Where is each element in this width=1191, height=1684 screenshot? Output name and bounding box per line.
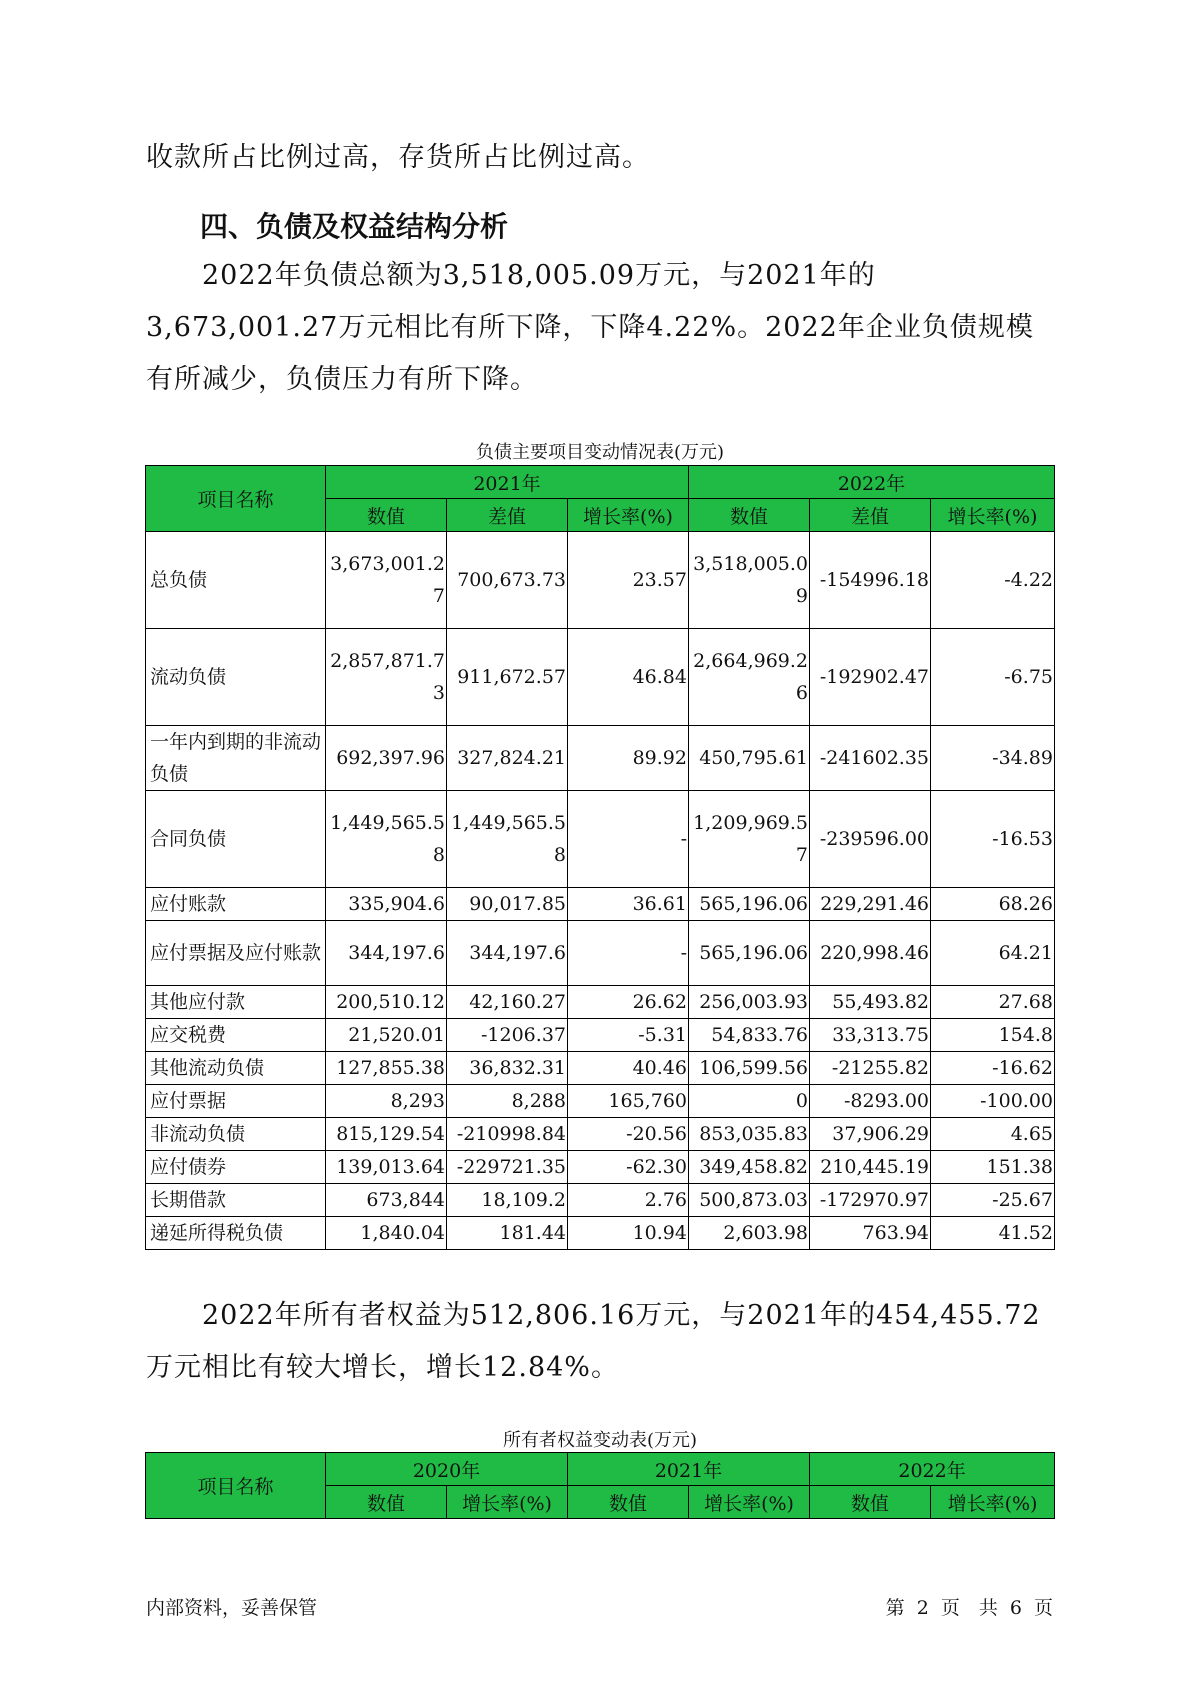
cell-diff-2021: -210998.84 [447,1118,568,1151]
table-row [146,629,1055,726]
rate-header: 增长率(%) [931,499,1055,532]
cell-diff-2021: -229721.35 [447,1151,568,1184]
equity-table-caption: 所有者权益变动表(万元) [502,1430,698,1451]
cell-rate-2022: -16.53 [931,791,1055,888]
cell-diff-2022: 210,445.19 [810,1151,931,1184]
cell-value-2021: 692,397.96 [326,726,447,791]
cell-value-2021: 8,293 [326,1085,447,1118]
cell-value-2022: 0 [689,1085,810,1118]
table-row [146,1052,1055,1085]
cell-diff-2022: -239596.00 [810,791,931,888]
table-row [146,1217,1055,1250]
diff-header: 差值 [810,499,931,532]
row-label: 流动负债 [146,629,326,726]
cell-diff-2021: 911,672.57 [447,629,568,726]
cell-rate-2021: 40.46 [568,1052,689,1085]
footer-confidential: 内部资料，妥善保管 [146,1597,318,1619]
cell-rate-2022: -25.67 [931,1184,1055,1217]
cell-value-2021: 200,510.12 [326,986,447,1019]
cell-diff-2022: 37,906.29 [810,1118,931,1151]
value-header: 数值 [326,1486,447,1519]
col-item-header: 项目名称 [146,466,326,532]
cell-diff-2022: 33,313.75 [810,1019,931,1052]
cell-rate-2022: -4.22 [931,532,1055,629]
cell-rate-2022: 151.38 [931,1151,1055,1184]
footer-page-number: 第 2 页 共 6 页 [885,1597,1053,1619]
paragraph-top: 收款所占比例过高，存货所占比例过高。 [146,142,650,173]
cell-value-2022: 500,873.03 [689,1184,810,1217]
cell-diff-2022: 763.94 [810,1217,931,1250]
row-label: 非流动负债 [146,1118,326,1151]
cell-diff-2022: -192902.47 [810,629,931,726]
cell-rate-2021: 26.62 [568,986,689,1019]
cell-rate-2021: 46.84 [568,629,689,726]
cell-value-2022: 256,003.93 [689,986,810,1019]
cell-diff-2021: 344,197.6 [447,921,568,986]
cell-rate-2022: 154.8 [931,1019,1055,1052]
cell-value-2021: 673,844 [326,1184,447,1217]
table-row [146,1085,1055,1118]
cell-rate-2022: -34.89 [931,726,1055,791]
year-2022-header: 2022年 [689,466,1055,499]
paragraph-liabilities: 2022年负债总额为3,518,005.09万元，与2021年的3,673,001.27万元相比有所下降，下降4.22%。2022年企业负债规模有所减少，负债压力有所下降。 [146,260,1034,395]
cell-value-2022: 2,603.98 [689,1217,810,1250]
cell-diff-2022: -172970.97 [810,1184,931,1217]
cell-diff-2022: 55,493.82 [810,986,931,1019]
year-2021-header: 2021年 [568,1453,810,1486]
cell-rate-2022: 41.52 [931,1217,1055,1250]
cell-value-2021: 2,857,871.73 [326,629,447,726]
row-label: 应付账款 [146,888,326,921]
rate-header: 增长率(%) [568,499,689,532]
cell-value-2022: 2,664,969.26 [689,629,810,726]
row-label: 一年内到期的非流动负债 [146,726,326,791]
cell-diff-2021: 700,673.73 [447,532,568,629]
cell-value-2022: 450,795.61 [689,726,810,791]
cell-diff-2022: -241602.35 [810,726,931,791]
value-header: 数值 [689,499,810,532]
table-row [146,1019,1055,1052]
diff-header: 差值 [447,499,568,532]
cell-rate-2021: 89.92 [568,726,689,791]
cell-rate-2021: -62.30 [568,1151,689,1184]
cell-rate-2022: 64.21 [931,921,1055,986]
row-label: 应付票据及应付账款 [146,921,326,986]
row-label: 其他流动负债 [146,1052,326,1085]
equity-table [145,1452,1055,1519]
cell-value-2021: 21,520.01 [326,1019,447,1052]
row-label: 应付债券 [146,1151,326,1184]
cell-value-2021: 127,855.38 [326,1052,447,1085]
cell-value-2022: 565,196.06 [689,921,810,986]
cell-diff-2021: 181.44 [447,1217,568,1250]
cell-diff-2021: 1,449,565.58 [447,791,568,888]
cell-diff-2022: -154996.18 [810,532,931,629]
table-row [146,1151,1055,1184]
cell-value-2021: 335,904.6 [326,888,447,921]
table-row [146,1118,1055,1151]
liability-table-caption: 负债主要项目变动情况表(万元) [475,442,725,463]
cell-rate-2021: 36.61 [568,888,689,921]
value-header: 数值 [326,499,447,532]
cell-value-2021: 3,673,001.27 [326,532,447,629]
table-row [146,888,1055,921]
cell-rate-2022: 4.65 [931,1118,1055,1151]
cell-diff-2022: 220,998.46 [810,921,931,986]
cell-value-2022: 54,833.76 [689,1019,810,1052]
paragraph-equity: 2022年所有者权益为512,806.16万元，与2021年的454,455.72万元相比有较大增长，增长12.84%。 [146,1300,1041,1383]
cell-diff-2021: -1206.37 [447,1019,568,1052]
cell-rate-2021: - [568,921,689,986]
section-heading: 四、负债及权益结构分析 [200,210,509,243]
cell-diff-2022: -21255.82 [810,1052,931,1085]
cell-rate-2022: -100.00 [931,1085,1055,1118]
table-row [146,726,1055,791]
cell-rate-2021: 23.57 [568,532,689,629]
cell-diff-2021: 42,160.27 [447,986,568,1019]
cell-value-2022: 565,196.06 [689,888,810,921]
cell-rate-2021: 10.94 [568,1217,689,1250]
cell-diff-2021: 18,109.2 [447,1184,568,1217]
year-2020-header: 2020年 [326,1453,568,1486]
cell-rate-2022: -16.62 [931,1052,1055,1085]
cell-rate-2021: 2.76 [568,1184,689,1217]
cell-rate-2021: -5.31 [568,1019,689,1052]
row-label: 递延所得税负债 [146,1217,326,1250]
cell-value-2022: 853,035.83 [689,1118,810,1151]
cell-value-2021: 815,129.54 [326,1118,447,1151]
cell-rate-2022: 27.68 [931,986,1055,1019]
cell-diff-2022: 229,291.46 [810,888,931,921]
cell-diff-2021: 8,288 [447,1085,568,1118]
table-row [146,986,1055,1019]
col-item-header: 项目名称 [146,1453,326,1519]
table-row [146,921,1055,986]
cell-rate-2021: -20.56 [568,1118,689,1151]
cell-value-2022: 1,209,969.57 [689,791,810,888]
table-row [146,791,1055,888]
cell-value-2021: 1,449,565.58 [326,791,447,888]
rate-header: 增长率(%) [931,1486,1055,1519]
cell-value-2021: 139,013.64 [326,1151,447,1184]
liability-table [145,465,1055,1250]
cell-rate-2022: -6.75 [931,629,1055,726]
row-label: 其他应付款 [146,986,326,1019]
year-2021-header: 2021年 [326,466,689,499]
row-label: 应付票据 [146,1085,326,1118]
rate-header: 增长率(%) [689,1486,810,1519]
cell-diff-2021: 36,832.31 [447,1052,568,1085]
cell-diff-2021: 327,824.21 [447,726,568,791]
year-2022-header: 2022年 [810,1453,1055,1486]
row-label: 总负债 [146,532,326,629]
cell-value-2022: 3,518,005.09 [689,532,810,629]
value-header: 数值 [568,1486,689,1519]
row-label: 长期借款 [146,1184,326,1217]
row-label: 合同负债 [146,791,326,888]
cell-value-2021: 344,197.6 [326,921,447,986]
table-row [146,532,1055,629]
table-row [146,1184,1055,1217]
cell-rate-2021: - [568,791,689,888]
cell-rate-2021: 165,760 [568,1085,689,1118]
cell-value-2022: 349,458.82 [689,1151,810,1184]
cell-rate-2022: 68.26 [931,888,1055,921]
cell-value-2022: 106,599.56 [689,1052,810,1085]
value-header: 数值 [810,1486,931,1519]
cell-value-2021: 1,840.04 [326,1217,447,1250]
row-label: 应交税费 [146,1019,326,1052]
cell-diff-2022: -8293.00 [810,1085,931,1118]
rate-header: 增长率(%) [447,1486,568,1519]
cell-diff-2021: 90,017.85 [447,888,568,921]
